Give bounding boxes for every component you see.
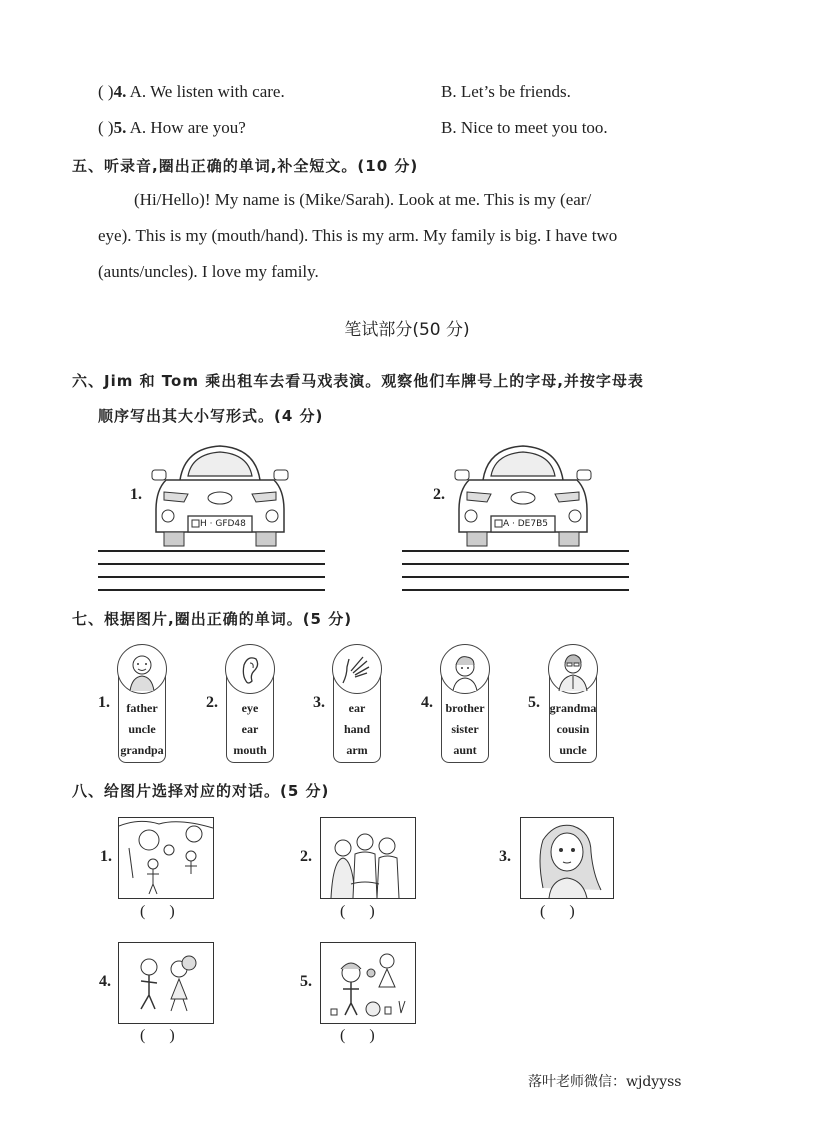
item-number: 3. xyxy=(499,848,511,865)
word-option[interactable]: aunt xyxy=(453,743,477,757)
boy-icon xyxy=(440,644,490,694)
writing-line xyxy=(98,563,325,565)
car-icon xyxy=(150,440,290,550)
option-a: A. How are you? xyxy=(129,118,246,137)
passage-line: (Hi/Hello)! My name is (Mike/Sarah). Look at me. This is my (ear/ xyxy=(134,190,592,209)
answer-paren[interactable]: ( ) xyxy=(340,903,375,920)
writing-line xyxy=(98,550,325,552)
word-option[interactable]: ear xyxy=(241,722,259,736)
section8-title: 八、给图片选择对应的对话。(5 分) xyxy=(72,782,330,800)
car-number: 2. xyxy=(433,486,445,503)
word-option[interactable]: cousin xyxy=(556,722,590,736)
listening-item-5 xyxy=(98,118,246,138)
answer-paren[interactable]: ( ) xyxy=(140,1027,175,1044)
children-playing-icon xyxy=(118,817,214,899)
ear-icon xyxy=(225,644,275,694)
listening-item-5-option-b: B. Nice to meet you too. xyxy=(441,118,608,137)
section5-passage xyxy=(98,182,718,290)
item-number: 1. xyxy=(98,694,110,711)
word-option[interactable]: arm xyxy=(346,743,368,757)
car-number: 1. xyxy=(130,486,142,503)
answer-paren[interactable]: ( ) xyxy=(98,82,114,101)
writing-line xyxy=(98,576,325,578)
item-number: 3. xyxy=(313,694,325,711)
item-number: 5. xyxy=(113,118,127,137)
answer-paren[interactable]: ( ) xyxy=(140,903,175,920)
answer-paren[interactable]: ( ) xyxy=(340,1027,375,1044)
word-option[interactable]: grandma xyxy=(549,701,597,715)
word-card-1 xyxy=(118,645,166,763)
section5-title: 五、听录音,圈出正确的单词,补全短文。(10 分) xyxy=(72,157,419,175)
word-option[interactable]: uncle xyxy=(559,743,587,757)
passage-line: (aunts/uncles). I love my family. xyxy=(98,262,319,281)
listening-item-4-option-b: B. Let’s be friends. xyxy=(441,82,571,101)
option-a: A. We listen with care. xyxy=(129,82,285,101)
car-1-image xyxy=(150,440,290,550)
item-number: 4. xyxy=(421,694,433,711)
writing-line xyxy=(402,563,629,565)
item-number: 5. xyxy=(528,694,540,711)
section6-title-line2: 顺序写出其大小写形式。(4 分) xyxy=(98,407,324,425)
item-number: 2. xyxy=(206,694,218,711)
answer-paren[interactable]: ( ) xyxy=(98,118,114,137)
word-option[interactable]: sister xyxy=(451,722,479,736)
item-number: 4. xyxy=(113,82,127,101)
word-option[interactable]: mouth xyxy=(233,743,267,757)
hand-icon xyxy=(332,644,382,694)
answer-paren[interactable]: ( ) xyxy=(540,903,575,920)
writing-line xyxy=(402,550,629,552)
item-number: 5. xyxy=(300,973,312,990)
listening-item-4 xyxy=(98,82,285,102)
word-card-5 xyxy=(549,645,597,763)
grandpa-icon xyxy=(117,644,167,694)
word-option[interactable]: hand xyxy=(343,722,371,736)
written-part-title: 笔试部分(50 分) xyxy=(344,320,470,340)
word-option[interactable]: father xyxy=(126,701,158,715)
item-number: 1. xyxy=(100,848,112,865)
passage-line: eye). This is my (mouth/hand). This is my arm. My family is big. I have two xyxy=(98,226,618,245)
license-plate: H · GFD48 xyxy=(200,519,246,529)
item-number: 4. xyxy=(99,973,111,990)
item-number: 2. xyxy=(300,848,312,865)
car-icon xyxy=(453,440,593,550)
car-2-image xyxy=(453,440,593,550)
family-greeting-icon xyxy=(320,817,416,899)
writing-line xyxy=(402,576,629,578)
word-option[interactable]: brother xyxy=(445,701,485,715)
footer-contact: 落叶老师微信：wjdyyss xyxy=(528,1074,682,1090)
girl-portrait-icon xyxy=(520,817,614,899)
boy-girl-walking-icon xyxy=(118,942,214,1024)
writing-line xyxy=(98,589,325,591)
word-option[interactable]: grandpa xyxy=(120,743,164,757)
man-icon xyxy=(548,644,598,694)
kids-with-toys-icon xyxy=(320,942,416,1024)
section6-title-line1: 六、Jim 和 Tom 乘出租车去看马戏表演。观察他们车牌号上的字母,并按字母表 xyxy=(72,372,644,390)
section7-title: 七、根据图片,圈出正确的单词。(5 分) xyxy=(72,610,353,628)
word-option[interactable]: ear xyxy=(348,701,366,715)
word-card-3 xyxy=(333,645,381,763)
word-card-4 xyxy=(441,645,489,763)
license-plate: A · DE7B5 xyxy=(503,519,548,529)
writing-line xyxy=(402,589,629,591)
word-option[interactable]: uncle xyxy=(128,722,156,736)
word-card-2 xyxy=(226,645,274,763)
word-option[interactable]: eye xyxy=(241,701,259,715)
